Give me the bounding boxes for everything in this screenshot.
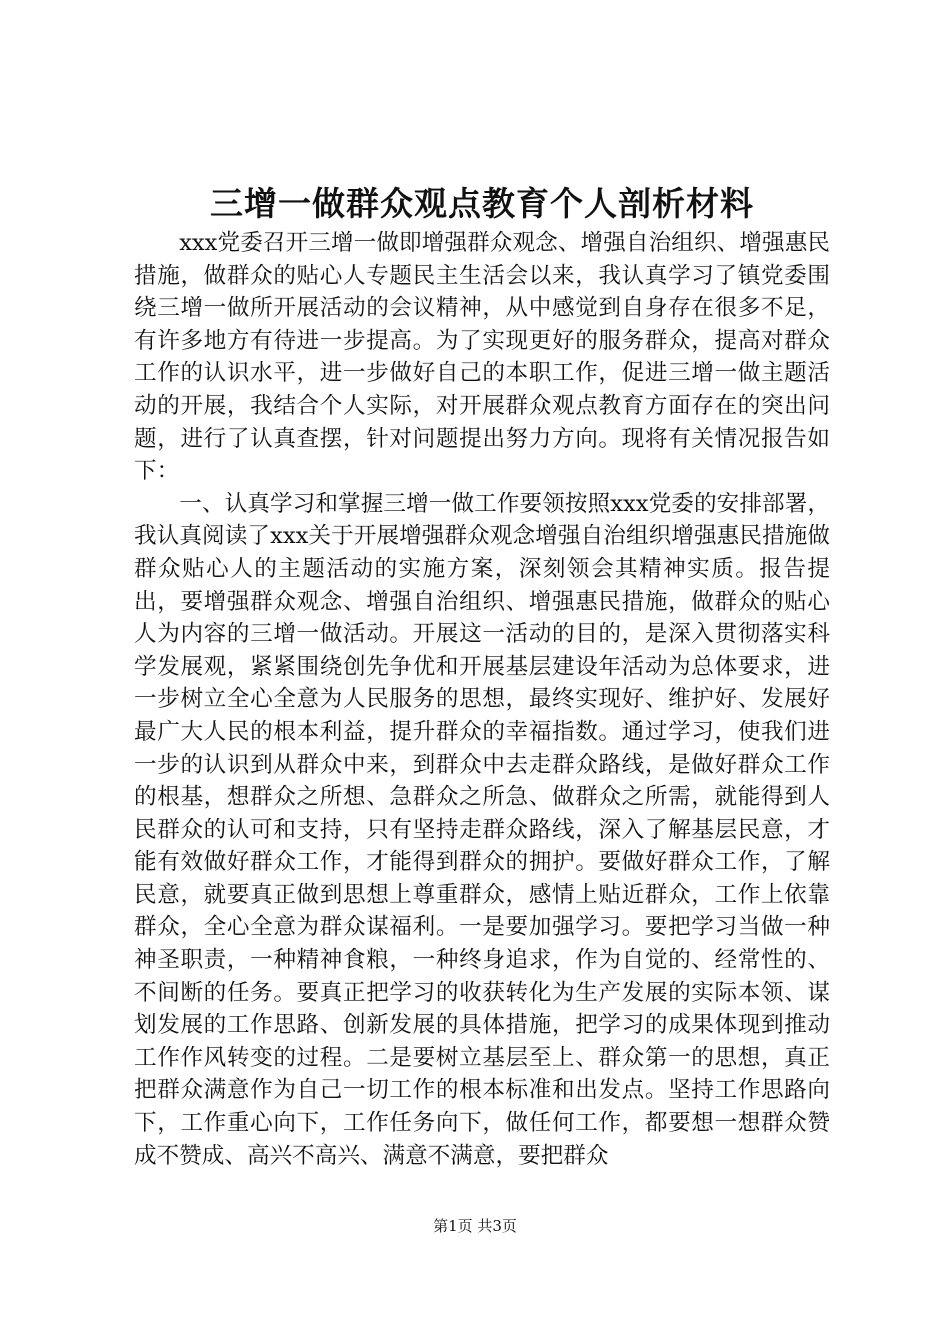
- document-title: 三增一做群众观点教育个人剖析材料: [210, 184, 754, 223]
- paragraph-section-one: 一、认真学习和掌握三增一做工作要领按照xxx党委的安排部署，我认真阅读了xxx关于开展增强群众观念增强自治组织增强惠民措施做群众贴心人的主题活动的实施方案，深刻领会其精神实质。报告提出，要增强群众观念、增强自治组织、增强惠民措施，做群众的贴心人为内容的三增一做活动。开展这一活动的目的，是深入贯彻落实科学发展观，紧紧围绕创先争优和开展基层建设年活动为总体要求，进一步树立全心全意为人民服务的思想，最终实现好、维护好、发展好最广大人民的根本利益，提升群众的幸福指数。通过学习，使我们进一步的认识到从群众中来，到群众中去走群众路线，是做好群众工作的根基，想群众之所想、急群众之所急、做群众之所需，就能得到人民群众的认可和支持，只有坚持走群众路线，深入了解基层民意，才能有效做好群众工作，才能得到群众的拥护。要做好群众工作，了解民意，就要真正做到思想上尊重群众，感情上贴近群众，工作上依靠群众，全心全意为群众谋福利。一是要加强学习。要把学习当做一种神圣职责，一种精神食粮，一种终身追求，作为自觉的、经常性的、不间断的任务。要真正把学习的收获转化为生产发展的实际本领、谋划发展的工作思路、创新发展的具体措施，把学习的成果体现到推动工作作风转变的过程。二是要树立基层至上、群众第一的思想，真正把群众满意作为自己一切工作的根本标准和出发点。坚持工作思路向下，工作重心向下，工作任务向下，做任何工作，都要想一想群众赞成不赞成、高兴不高兴、满意不满意，要把群众: [134, 490, 830, 1169]
- document-body: [134, 183, 830, 1172]
- paragraph-intro: xxx党委召开三增一做即增强群众观念、增强自治组织、增强惠民措施，做群众的贴心人专题民主生活会以来，我认真学习了镇党委围绕三增一做所开展活动的会议精神，从中感觉到自身存在很多不足，有许多地方有待进一步提高。为了实现更好的服务群众，提高对群众工作的认识水平，进一步做好自己的本职工作，促进三增一做主题活动的开展，我结合个人实际，对开展群众观点教育方面存在的突出问题，进行了认真查摆，针对问题提出努力方向。现将有关情况报告如下：: [134, 230, 830, 485]
- page-number: 第1页 共3页: [433, 1217, 517, 1235]
